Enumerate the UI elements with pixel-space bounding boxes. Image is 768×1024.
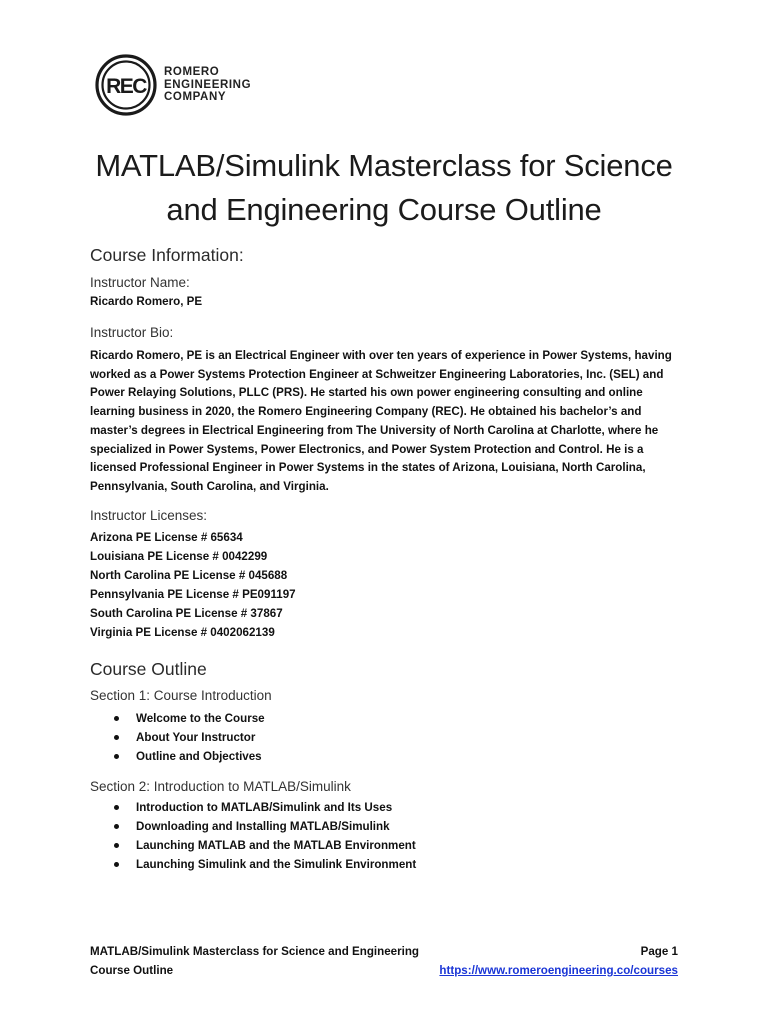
list-item (90, 798, 416, 817)
list-item-text: About Your Instructor (136, 731, 256, 744)
instructor-licenses-label: Instructor Licenses: (90, 508, 208, 523)
company-logo (95, 54, 251, 116)
instructor-bio (90, 347, 690, 497)
bullet-icon (114, 862, 119, 867)
list-item (90, 728, 265, 747)
page-number: Page 1 (640, 945, 678, 958)
section-1-title: Section 1: Course Introduction (90, 688, 272, 703)
list-item (90, 747, 265, 766)
logo-line-1: ROMERO (164, 66, 220, 79)
footer-course-name (90, 942, 419, 980)
bullet-icon (114, 735, 119, 740)
logo-line-2: ENGINEERING (164, 78, 252, 91)
list-item-text: Launching MATLAB and the MATLAB Environment (136, 839, 416, 852)
logo-line-3: COMPANY (164, 91, 227, 104)
bio-line: Ricardo Romero, PE is an Electrical Engineer with over ten years of experience in Power Systems, having (90, 349, 672, 362)
section-2-list (90, 798, 416, 874)
bio-line: worked as a Power Systems Protection Engineer at Schweitzer Engineering Laboratories, Inc. (SEL) and (90, 367, 664, 381)
list-item (90, 855, 416, 874)
list-item-text: Outline and Objectives (136, 750, 262, 763)
list-item (90, 836, 416, 855)
list-item-text: Welcome to the Course (136, 712, 265, 725)
bio-line: Power Relaying Solutions, PLLC (PRS). He started his own power engineering consulting and online (90, 386, 643, 400)
section-1-list (90, 709, 265, 766)
instructor-name: Ricardo Romero, PE (90, 295, 203, 308)
bio-line: Pennsylvania, South Carolina, and Virginia. (90, 479, 329, 493)
license-item: Louisiana PE License # 0042299 (90, 550, 268, 563)
courses-link[interactable]: https://www.romeroengineering.co/courses (439, 964, 678, 977)
list-item-text: Downloading and Installing MATLAB/Simulink (136, 820, 390, 833)
bio-line: learning business in 2020, the Romero Engineering Company (REC). He obtained his bachelor’s and (90, 405, 642, 419)
license-item: Arizona PE License # 65634 (90, 531, 243, 544)
document-title (60, 144, 708, 232)
bullet-icon (114, 805, 119, 810)
title-line-2: and Engineering Course Outline (166, 192, 602, 227)
footer-page-info (439, 942, 678, 980)
licenses-list (90, 528, 296, 642)
list-item-text: Introduction to MATLAB/Simulink and Its Uses (136, 801, 393, 814)
instructor-bio-label: Instructor Bio: (90, 325, 174, 340)
instructor-name-label: Instructor Name: (90, 275, 190, 290)
bullet-icon (114, 716, 119, 721)
bio-line: licensed Professional Engineer in Power Systems in the states of Arizona, Louisiana, North Carolina, (90, 461, 646, 475)
course-information-heading: Course Information: (90, 245, 244, 265)
footer-line-2: Course Outline (90, 964, 174, 977)
logo-mark-text: REC (106, 75, 146, 98)
rec-logo-icon (95, 54, 157, 116)
license-item: South Carolina PE License # 37867 (90, 607, 283, 620)
bullet-icon (114, 824, 119, 829)
footer-line-1: MATLAB/Simulink Masterclass for Science and Engineering (90, 945, 419, 958)
bio-line: specialized in Power Systems, Power Electronics, and Power System Protection and Control. He is a (90, 442, 644, 456)
section-2-title: Section 2: Introduction to MATLAB/Simulink (90, 779, 351, 794)
list-item-text: Launching Simulink and the Simulink Environment (136, 858, 417, 871)
course-outline-heading: Course Outline (90, 659, 207, 679)
license-item: Virginia PE License # 0402062139 (90, 626, 275, 639)
logo-wordmark (164, 66, 251, 104)
list-item (90, 709, 265, 728)
list-item (90, 817, 416, 836)
license-item: Pennsylvania PE License # PE091197 (90, 588, 296, 601)
bio-line: master’s degrees in Electrical Engineering from The University of North Carolina at Charlotte, where he (90, 423, 659, 437)
bullet-icon (114, 843, 119, 848)
license-item: North Carolina PE License # 045688 (90, 569, 288, 582)
title-line-1: MATLAB/Simulink Masterclass for Science (95, 148, 673, 183)
bullet-icon (114, 754, 119, 759)
